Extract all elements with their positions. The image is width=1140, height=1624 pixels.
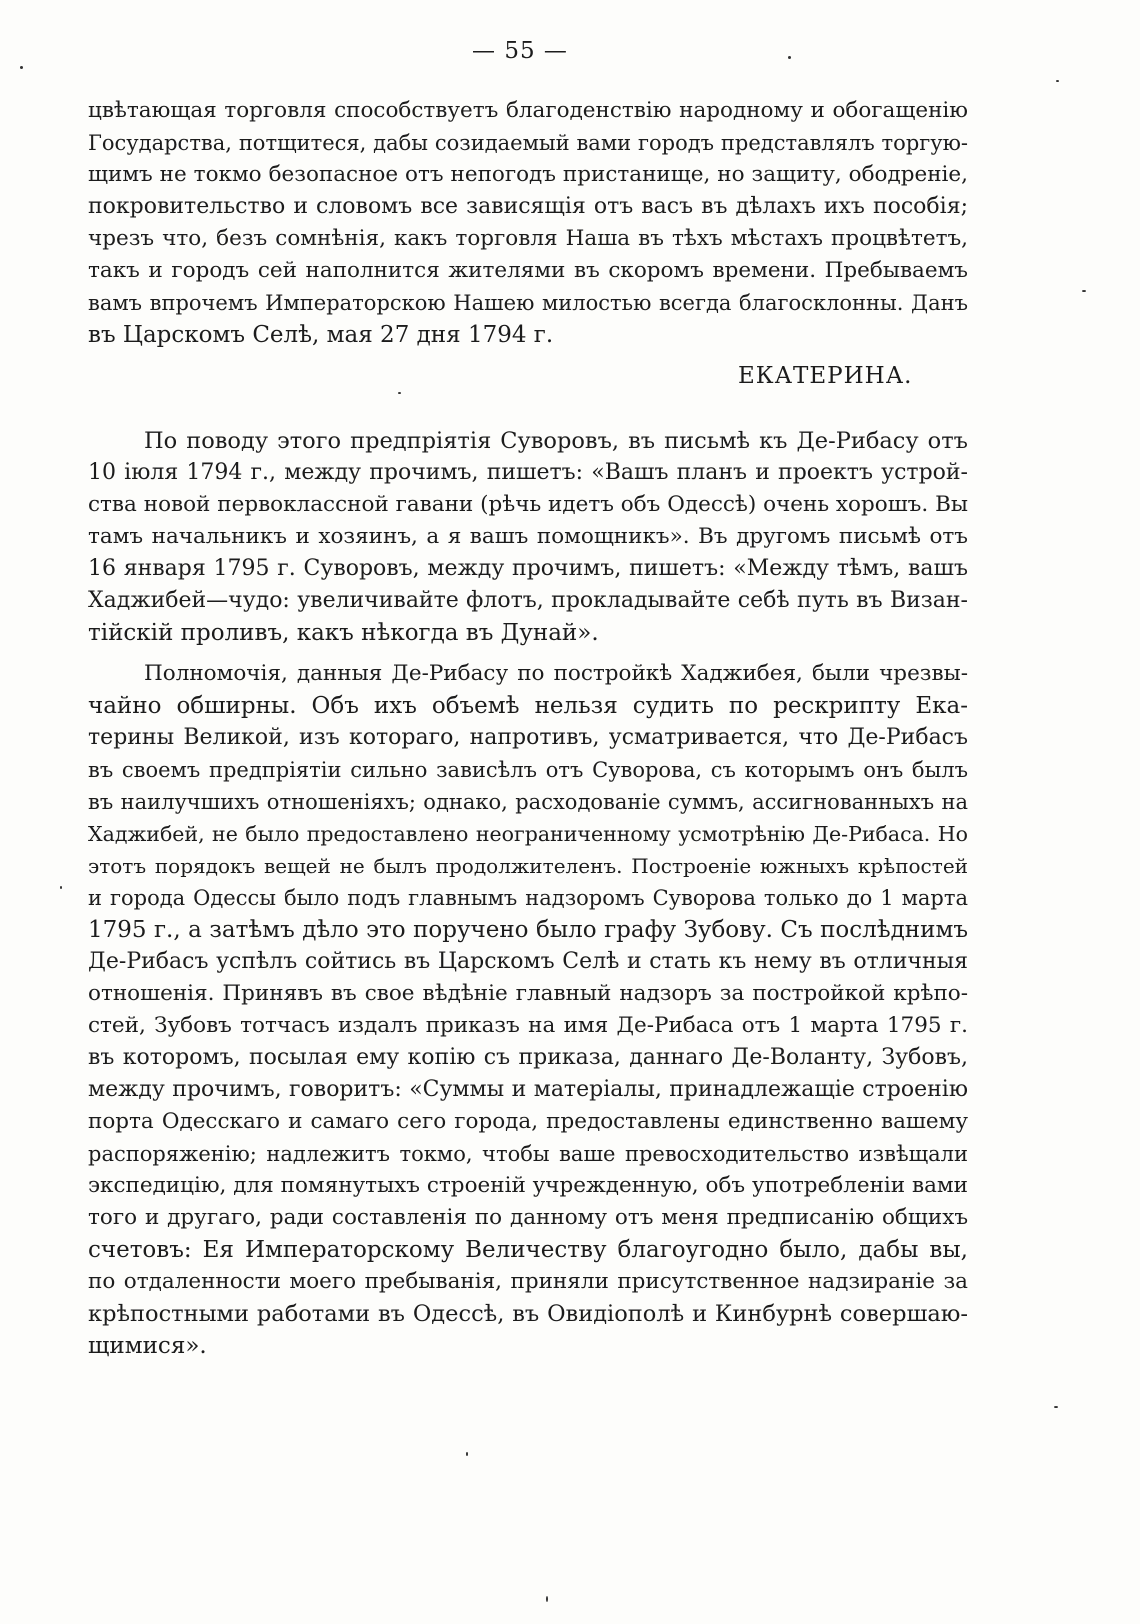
text-line: тійскій проливъ, какъ нѣкогда въ Дунай».	[88, 620, 599, 646]
text-line: покровительство и словомъ все зависящія отъ васъ въ дѣлахъ ихъ пособія;	[88, 194, 968, 219]
text-line: терины Великой, изъ котораго, напротивъ, усматривается, что Де-Рибасъ	[88, 725, 968, 750]
text-line: щимися».	[88, 1333, 207, 1359]
text-line: Хаджибей—чудо: увеличивайте флотъ, прокладывайте себѣ путь въ Визан-	[88, 588, 968, 613]
text-line: 16 января 1795 г. Суворовъ, между прочимъ, пишетъ: «Между тѣмъ, вашъ	[88, 556, 968, 581]
text-line: того и другаго, ради составленія по данному отъ меня предписанію общихъ	[88, 1205, 968, 1230]
scan-speck	[60, 886, 62, 889]
paragraph-powers	[88, 658, 968, 1362]
scan-speck	[1054, 1406, 1058, 1408]
text-line: ства новой первоклассной гавани (рѣчь идетъ объ Одессѣ) очень хорошъ. Вы	[88, 492, 968, 517]
text-line: въ наилучшихъ отношеніяхъ; однако, расходованіе суммъ, ассигнованныхъ на	[88, 790, 968, 814]
text-line: стей, Зубовъ тотчасъ издалъ приказъ на имя Де-Рибаса отъ 1 марта 1795 г.	[88, 1013, 968, 1038]
text-line: крѣпостными работами въ Одессѣ, въ Овидіополѣ и Кинбурнѣ совершаю-	[88, 1301, 968, 1327]
text-line: такъ и городъ сей наполнится жителями въ скоромъ времени. Пребываемъ	[88, 258, 968, 283]
text-line: вамъ впрочемъ Императорскою Нашею милостью всегда благосклонны. Данъ	[88, 291, 968, 315]
page-number: — 55 —	[472, 38, 568, 64]
text-line: Хаджибей, не было предоставлено неограниченному усмотрѣнію Де-Рибаса. Но	[88, 822, 968, 846]
text-line: Полномочія, данныя Де-Рибасу по постройкѣ Хаджибея, были чрезвы-	[144, 661, 968, 686]
text-line: экспедицію, для помянутыхъ строеній учрежденную, объ употребленіи вами	[88, 1173, 968, 1198]
text-line: между прочимъ, говоритъ: «Суммы и матеріалы, принадлежащіе строенію	[88, 1077, 968, 1102]
scan-speck	[788, 56, 791, 59]
text-line: 1795 г., а затѣмъ дѣло это поручено было графу Зубову. Съ послѣднимъ	[88, 917, 968, 943]
text-line: Де-Рибасъ успѣлъ сойтись въ Царскомъ Селѣ и стать къ нему въ отличныя	[88, 949, 968, 974]
scan-speck	[546, 1596, 548, 1602]
scan-speck	[1082, 290, 1086, 292]
text-line: цвѣтающая торговля способствуетъ благоденствію народному и обогащенію	[88, 98, 968, 123]
text-line: чайно обширны. Объ ихъ объемѣ нельзя судить по рескрипту Ека-	[88, 693, 968, 719]
text-line: по отдаленности моего пребыванія, приняли присутственное надзираніе за	[88, 1269, 968, 1294]
text-line: и города Одессы было подъ главнымъ надзоромъ Суворова только до 1 марта	[88, 886, 968, 910]
signature: ЕКАТЕРИНА.	[738, 363, 913, 389]
text-line: распоряженію; надлежитъ токмо, чтобы ваше превосходительство извѣщали	[88, 1142, 968, 1166]
text-line: этотъ порядокъ вещей не былъ продолжителенъ. Построеніе южныхъ крѣпостей	[88, 854, 968, 878]
text-line: Государства, потщитеся, дабы созидаемый вами городъ представлялъ торгую-	[88, 131, 968, 155]
rescript-text	[88, 95, 968, 351]
text-line: 10 іюля 1794 г., между прочимъ, пишетъ: «Вашъ планъ и проектъ устрой-	[88, 460, 968, 485]
text-line: По поводу этого предпріятія Суворовъ, въ письмѣ къ Де-Рибасу отъ	[144, 428, 968, 454]
paragraph-suvorov-letters	[88, 425, 968, 649]
scan-speck	[1056, 80, 1059, 82]
text-line: въ своемъ предпріятіи сильно зависѣлъ отъ Суворова, съ которымъ онъ былъ	[88, 758, 968, 782]
text-line: чрезъ что, безъ сомнѣнія, какъ торговля Наша въ тѣхъ мѣстахъ процвѣтетъ,	[88, 226, 968, 251]
text-line: счетовъ: Ея Императорскому Величеству благоугодно было, дабы вы,	[88, 1237, 968, 1263]
text-line: въ Царскомъ Селѣ, мая 27 дня 1794 г.	[88, 322, 554, 348]
text-line: тамъ начальникъ и хозяинъ, а я вашъ помощникъ». Въ другомъ письмѣ отъ	[88, 524, 968, 549]
text-line: порта Одесскаго и самаго сего города, предоставлены единственно вашему	[88, 1109, 968, 1134]
text-line: щимъ не токмо безопасное отъ непогодъ пристанище, но защиту, ободреніе,	[88, 162, 968, 187]
text-line: отношенія. Принявъ въ свое вѣдѣніе главный надзоръ за постройкой крѣпо-	[88, 981, 968, 1006]
scan-speck	[398, 392, 401, 394]
scan-speck	[466, 1452, 468, 1456]
scan-speck	[20, 66, 23, 69]
text-line: въ которомъ, посылая ему копію съ приказа, даннаго Де-Воланту, Зубовъ,	[88, 1045, 968, 1070]
